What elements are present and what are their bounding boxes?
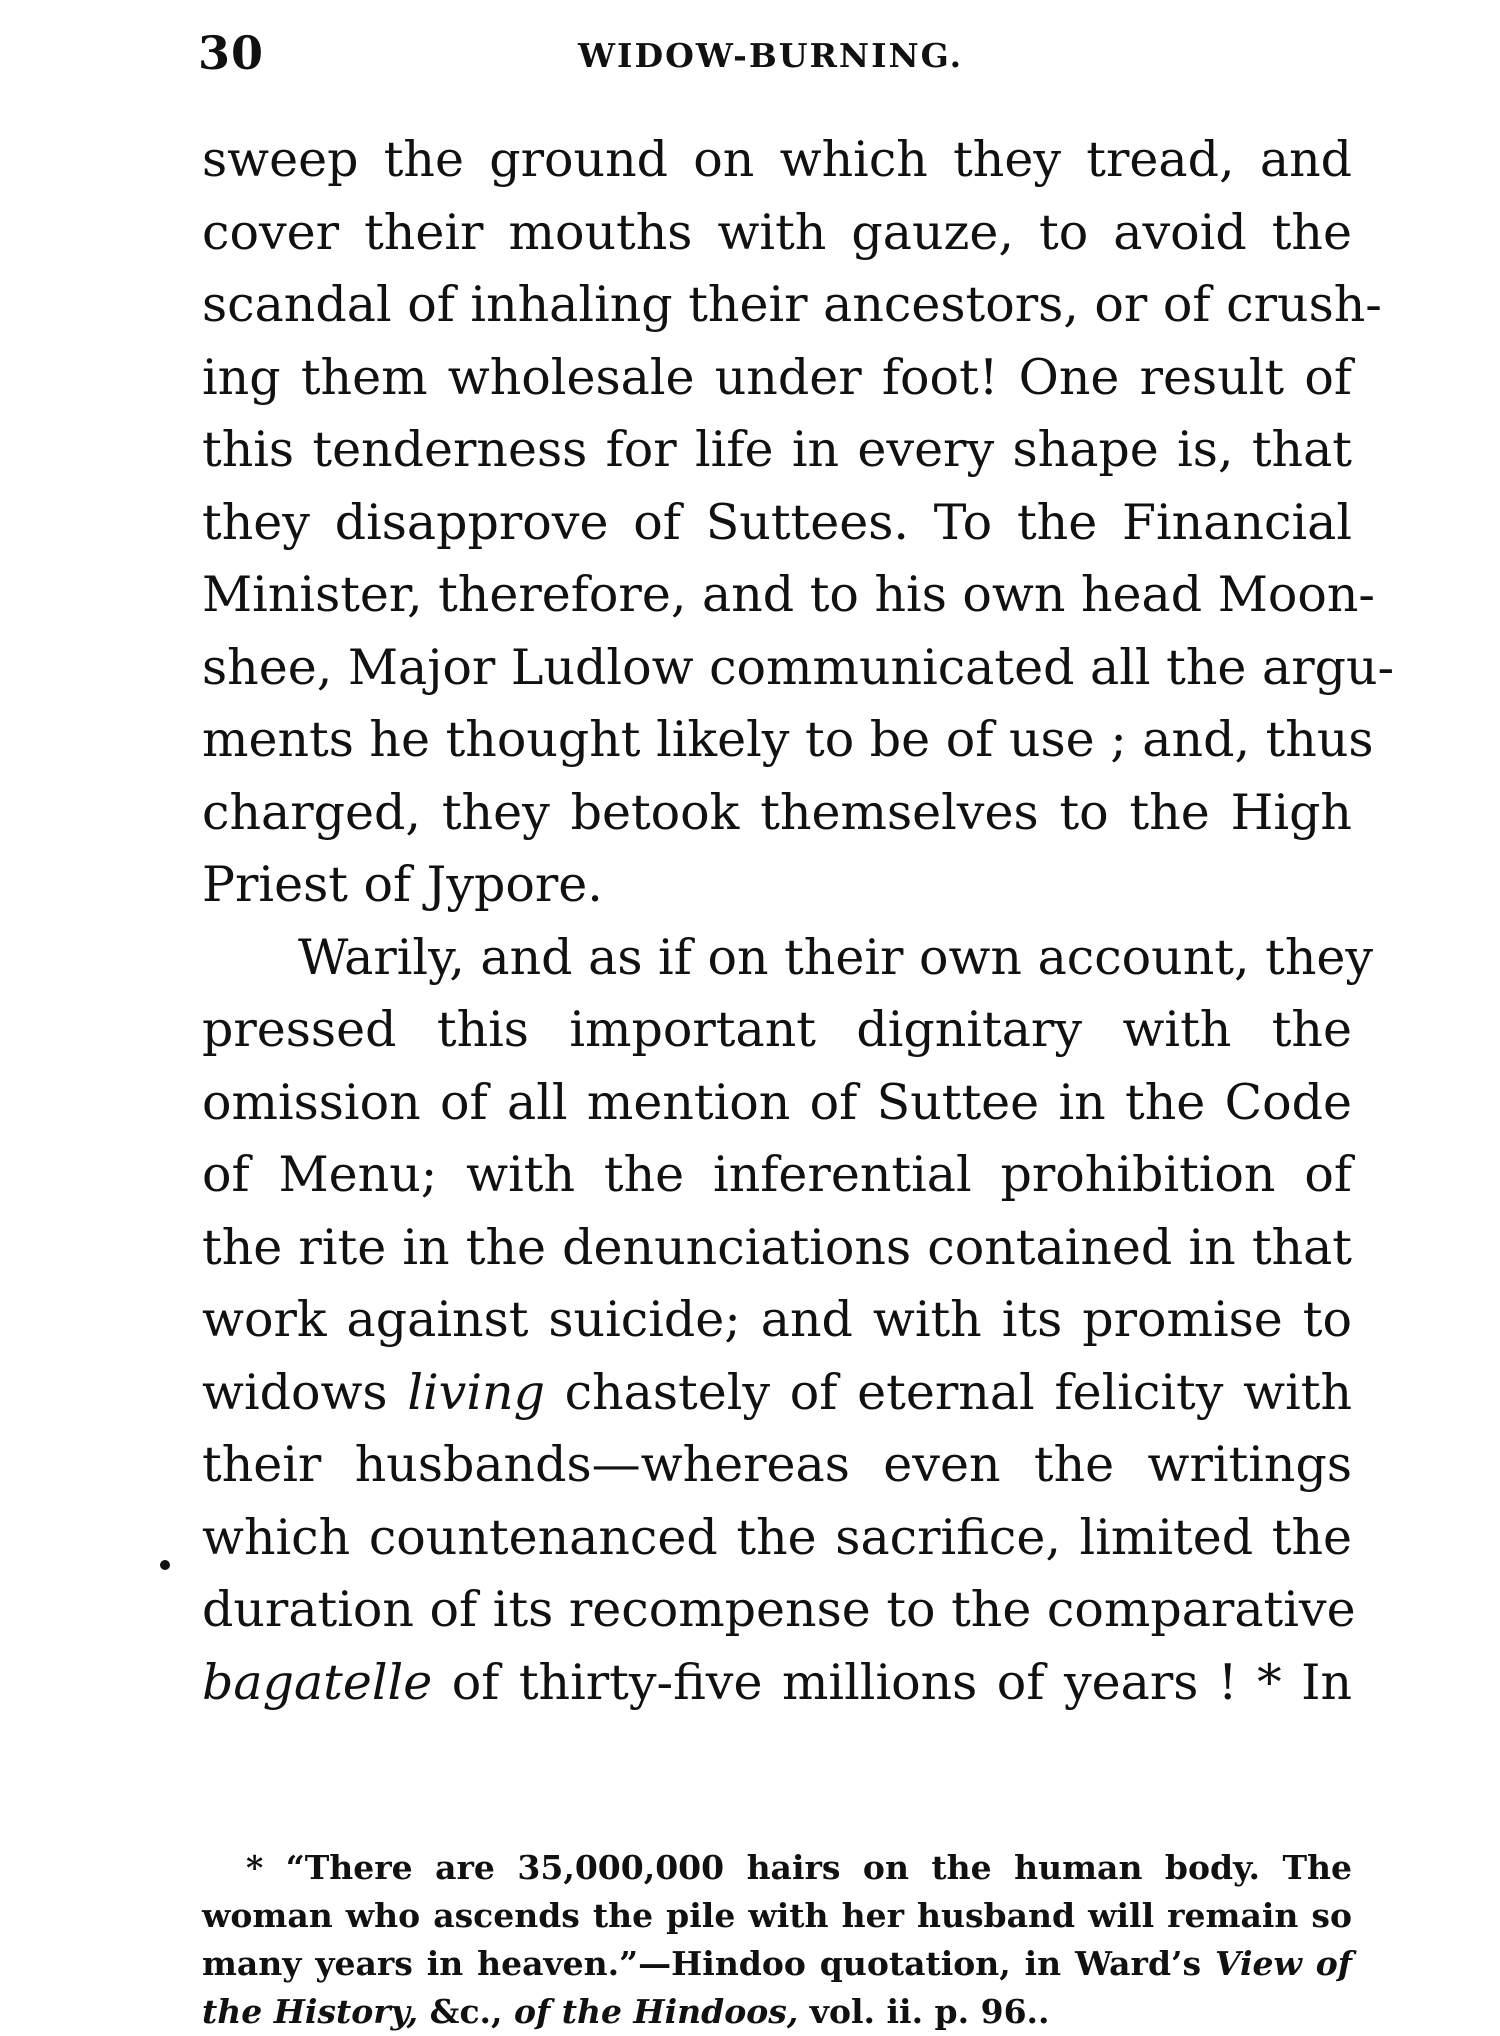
text-line: they disapprove of Suttees. To the Financial xyxy=(202,493,1352,551)
text-fragment: of thirty-five millions of years ! * In xyxy=(432,1653,1352,1711)
italic-title: the History, xyxy=(202,1992,419,2031)
text-line: Minister, therefore, and to his own head Moon- xyxy=(202,566,1375,623)
footnote-line: woman who ascends the pile with her husband will remain so xyxy=(202,1896,1352,1935)
text-line-with-italic xyxy=(202,1357,1352,1430)
text-line: their husbands—whereas even the writings xyxy=(202,1436,1352,1493)
body-text xyxy=(202,124,1395,1719)
italic-title: View of xyxy=(1214,1944,1352,1983)
text-line: the rite in the denunciations contained in that xyxy=(202,1218,1352,1276)
footnote-line: * “There are 35,000,000 hairs on the human body. The xyxy=(246,1848,1352,1887)
text-line: ing them wholesale under foot! One result of xyxy=(202,348,1352,406)
text-line: this tenderness for life in every shape is, that xyxy=(202,421,1352,478)
text-line: which countenanced the sacrifice, limited the xyxy=(202,1508,1352,1566)
text-line: shee, Major Ludlow communicated all the argu- xyxy=(202,638,1395,696)
footnote-line xyxy=(202,1940,1352,1988)
footnote xyxy=(202,1844,1352,2036)
text-line: scandal of inhaling their ancestors, or of crush- xyxy=(202,276,1382,333)
text-line: Priest of Jypore. xyxy=(202,856,603,913)
footnote-line xyxy=(202,1988,1352,2036)
italic-title: of the Hindoos, xyxy=(514,1992,799,2031)
text-fragment: chastely of eternal felicity with xyxy=(544,1363,1353,1421)
text-line: duration of its recompense to the comparative xyxy=(202,1581,1356,1638)
italic-word: bagatelle xyxy=(202,1653,433,1711)
text-line: ments he thought likely to be of use ; and, thus xyxy=(202,711,1374,768)
text-line: cover their mouths with gauze, to avoid the xyxy=(202,203,1352,261)
text-line: charged, they betook themselves to the High xyxy=(202,783,1352,841)
text-line: work against suicide; and with its promise to xyxy=(202,1291,1352,1348)
text-fragment: widows xyxy=(202,1363,408,1421)
page-number: 30 xyxy=(198,26,265,80)
italic-word: living xyxy=(407,1363,545,1421)
text-fragment: many years in heaven.”—Hindoo quotation, in Ward’s xyxy=(202,1944,1215,1983)
running-title: WIDOW-BURNING. xyxy=(578,36,964,75)
text-line-with-italic xyxy=(202,1647,1352,1720)
text-fragment: &c., xyxy=(418,1992,515,2031)
text-line: pressed this important dignitary with the xyxy=(202,1001,1352,1058)
margin-mark xyxy=(160,1560,170,1570)
text-line: sweep the ground on which they tread, and xyxy=(202,131,1352,188)
paragraph-start-line: Warily, and as if on their own account, they xyxy=(298,928,1374,986)
text-fragment: vol. ii. p. 96.. xyxy=(798,1992,1050,2031)
running-head xyxy=(198,26,1348,86)
text-line: omission of all mention of Suttee in the Code xyxy=(202,1073,1352,1131)
text-line: of Menu; with the inferential prohibition of xyxy=(202,1146,1352,1203)
